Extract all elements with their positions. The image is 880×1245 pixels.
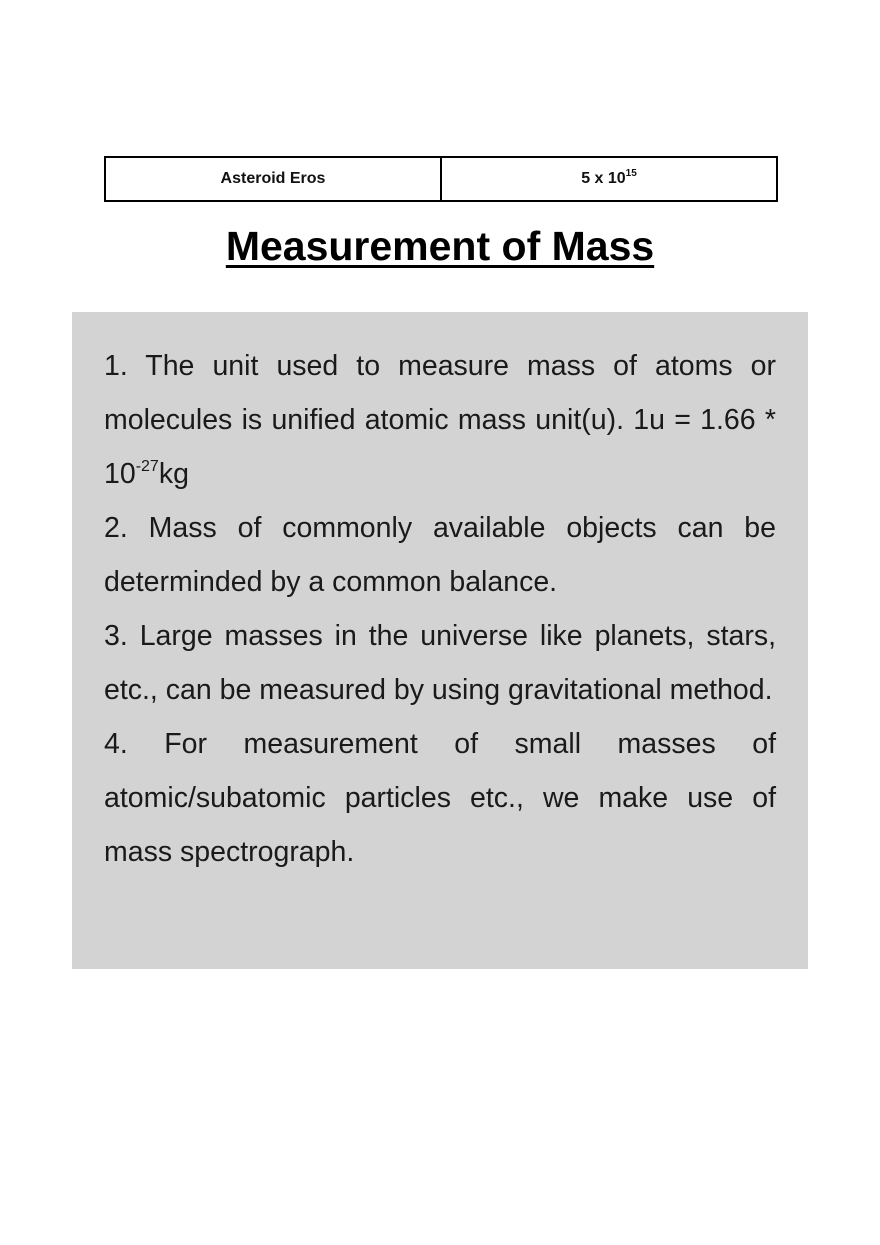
object-name: Asteroid Eros [220, 170, 326, 187]
mass-base: 5 x 10 [581, 170, 626, 187]
point-1-unit: kg [158, 458, 189, 490]
mass-table [104, 156, 778, 202]
point-1 [104, 339, 776, 501]
info-text [104, 339, 776, 879]
table-cell-mass [441, 157, 777, 201]
page-title: Measurement of Mass [225, 223, 655, 269]
table-cell-object [105, 157, 441, 201]
table-row [105, 157, 777, 201]
info-box [72, 312, 808, 969]
point-3: 3. Large masses in the universe like planets, stars, etc., can be measured by using gravitational method. [104, 620, 776, 706]
point-1-exponent: -27 [135, 458, 159, 475]
mass-exponent: 15 [625, 168, 637, 179]
point-2: 2. Mass of commonly available objects can be determinded by a common balance. [104, 512, 776, 598]
point-1-text: 1. The unit used to measure mass of atoms or molecules is unified atomic mass unit(u). 1u = 1.66 * 10 [104, 350, 776, 490]
point-4: 4. For measurement of small masses of atomic/subatomic particles etc., we make use of mass spectrograph. [104, 728, 776, 868]
